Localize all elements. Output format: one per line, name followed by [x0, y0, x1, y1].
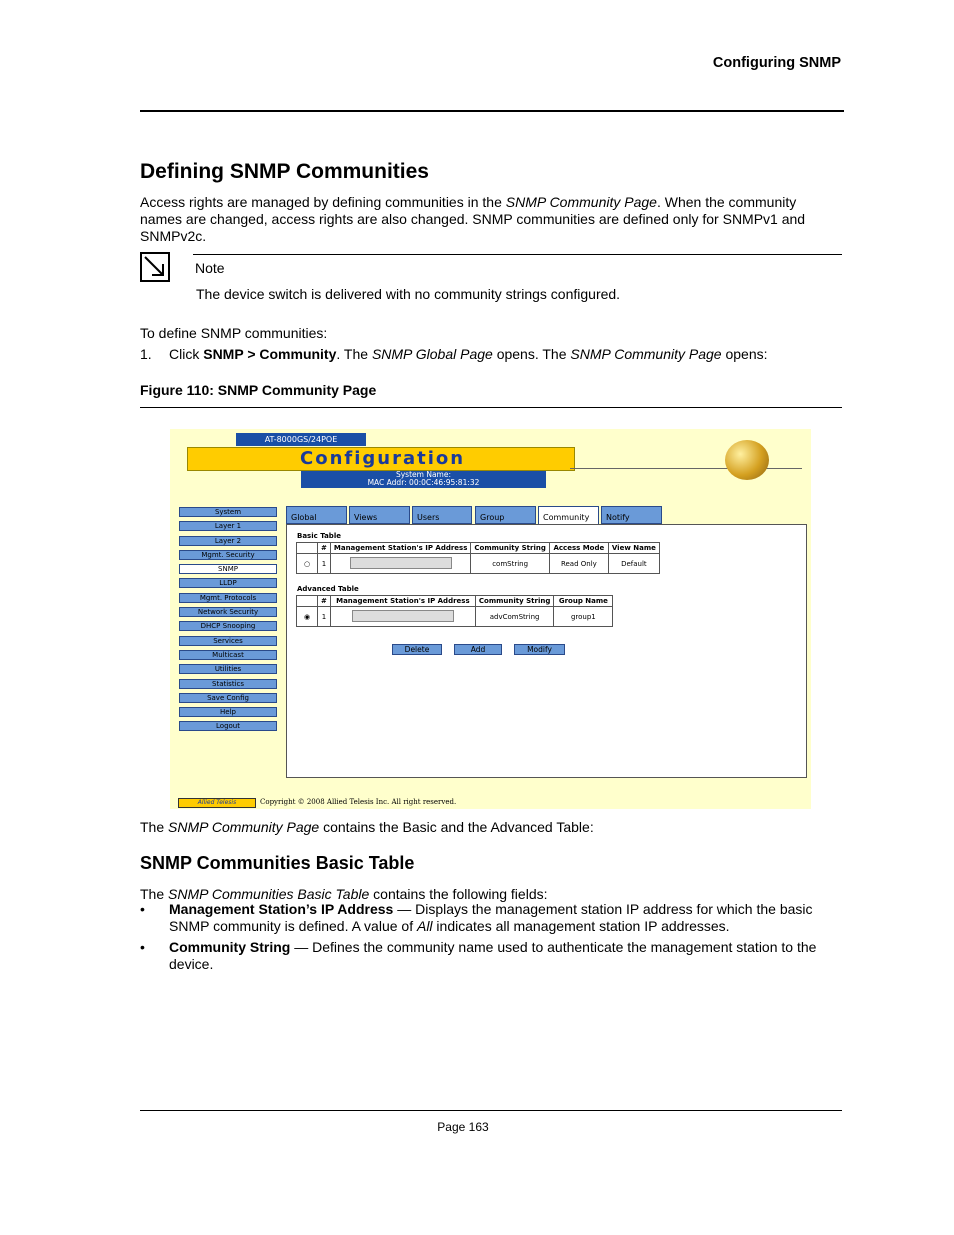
menu-mgmt-protocols[interactable]: Mgmt. Protocols [179, 593, 277, 603]
menu-multicast[interactable]: Multicast [179, 650, 277, 660]
footer-rule [140, 1110, 842, 1111]
model-label: AT-8000GS/24POE [236, 433, 366, 446]
step-text: Click SNMP > Community. The SNMP Global Page opens. The SNMP Community Page opens: [169, 346, 768, 362]
col-view: View Name [608, 543, 659, 554]
col-group: Group Name [554, 596, 613, 607]
row-radio[interactable]: ○ [297, 554, 318, 574]
menu-mgmt-security[interactable]: Mgmt. Security [179, 550, 277, 560]
col-num: # [318, 543, 331, 554]
ip-field[interactable] [330, 607, 475, 627]
menu-layer2[interactable]: Layer 2 [179, 536, 277, 546]
bullet-icon: • [140, 901, 145, 917]
tab-notify[interactable]: Notify [601, 506, 662, 524]
tab-global[interactable]: Global [286, 506, 347, 524]
allied-telesis-logo: Allied Telesis [178, 798, 256, 808]
subsection-heading: SNMP Communities Basic Table [140, 853, 415, 873]
ip-field[interactable] [330, 554, 471, 574]
note-rule [193, 254, 842, 255]
col-community: Community String [475, 596, 553, 607]
running-header: Configuring SNMP [712, 55, 841, 71]
basic-table [296, 542, 660, 574]
delete-button[interactable]: Delete [392, 644, 442, 655]
menu-network-security[interactable]: Network Security [179, 607, 277, 617]
header-rule [140, 110, 844, 112]
steps-lead: To define SNMP communities: [140, 325, 328, 341]
add-button[interactable]: Add [454, 644, 502, 655]
col-ip: Management Station's IP Address [330, 596, 475, 607]
menu-help[interactable]: Help [179, 707, 277, 717]
col-access: Access Mode [549, 543, 608, 554]
subsection-intro: The SNMP Communities Basic Table contains the following fields: [140, 886, 548, 902]
row-radio[interactable]: ◉ [297, 607, 318, 627]
figure-caption: Figure 110: SNMP Community Page [140, 382, 377, 398]
col-ip: Management Station's IP Address [330, 543, 471, 554]
step-number: 1. [140, 346, 152, 362]
table-row: ○ 1 comString Read Only Default [297, 554, 660, 574]
note-icon [140, 252, 170, 282]
menu-system[interactable]: System [179, 507, 277, 517]
tab-community[interactable]: Community [538, 506, 599, 524]
table-row: ◉ 1 advComString group1 [297, 607, 613, 627]
after-figure-text: The SNMP Community Page contains the Basic and the Advanced Table: [140, 819, 594, 835]
tab-users[interactable]: Users [412, 506, 472, 524]
menu-statistics[interactable]: Statistics [179, 679, 277, 689]
system-info: System Name: MAC Addr: 00:0C:46:95:81:32 [301, 471, 546, 488]
note-label: Note [195, 260, 225, 276]
col-num: # [318, 596, 331, 607]
menu-logout[interactable]: Logout [179, 721, 277, 731]
figure-rule [140, 407, 842, 408]
menu-snmp[interactable]: SNMP [179, 564, 277, 574]
list-item: Management Station’s IP Address — Displays the management station IP address for which the basic SNMP community is defined. A value of All indicates all management station IP addresses. [169, 901, 813, 934]
configuration-title: Configuration [300, 448, 466, 469]
menu-save-config[interactable]: Save Config [179, 693, 277, 703]
tab-views[interactable]: Views [349, 506, 410, 524]
bullet-icon: • [140, 939, 145, 955]
intro-paragraph: Access rights are managed by defining communities in the SNMP Community Page. When the community names are changed, access rights are also changed. SNMP communities are defined only for SNMPv1 and SNMPv2c. [140, 194, 806, 244]
col-community: Community String [471, 543, 549, 554]
list-item: Community String — Defines the community name used to authenticate the management station to the device. [169, 939, 817, 972]
advanced-table-label: Advanced Table [297, 585, 359, 593]
page-number: Page 163 [437, 1120, 489, 1134]
menu-layer1[interactable]: Layer 1 [179, 521, 277, 531]
section-heading: Defining SNMP Communities [140, 160, 429, 183]
banner-rule [570, 468, 802, 469]
tab-group[interactable]: Group [475, 506, 536, 524]
snmp-community-screenshot [170, 429, 811, 809]
menu-services[interactable]: Services [179, 636, 277, 646]
note-text: The device switch is delivered with no community strings configured. [196, 286, 621, 302]
globe-logo-icon [725, 440, 769, 480]
menu-utilities[interactable]: Utilities [179, 664, 277, 674]
menu-lldp[interactable]: LLDP [179, 578, 277, 588]
advanced-table [296, 595, 613, 627]
menu-dhcp-snooping[interactable]: DHCP Snooping [179, 621, 277, 631]
modify-button[interactable]: Modify [514, 644, 565, 655]
copyright: Copyright © 2008 Allied Telesis Inc. All right reserved. [260, 798, 457, 806]
basic-table-label: Basic Table [297, 532, 341, 540]
